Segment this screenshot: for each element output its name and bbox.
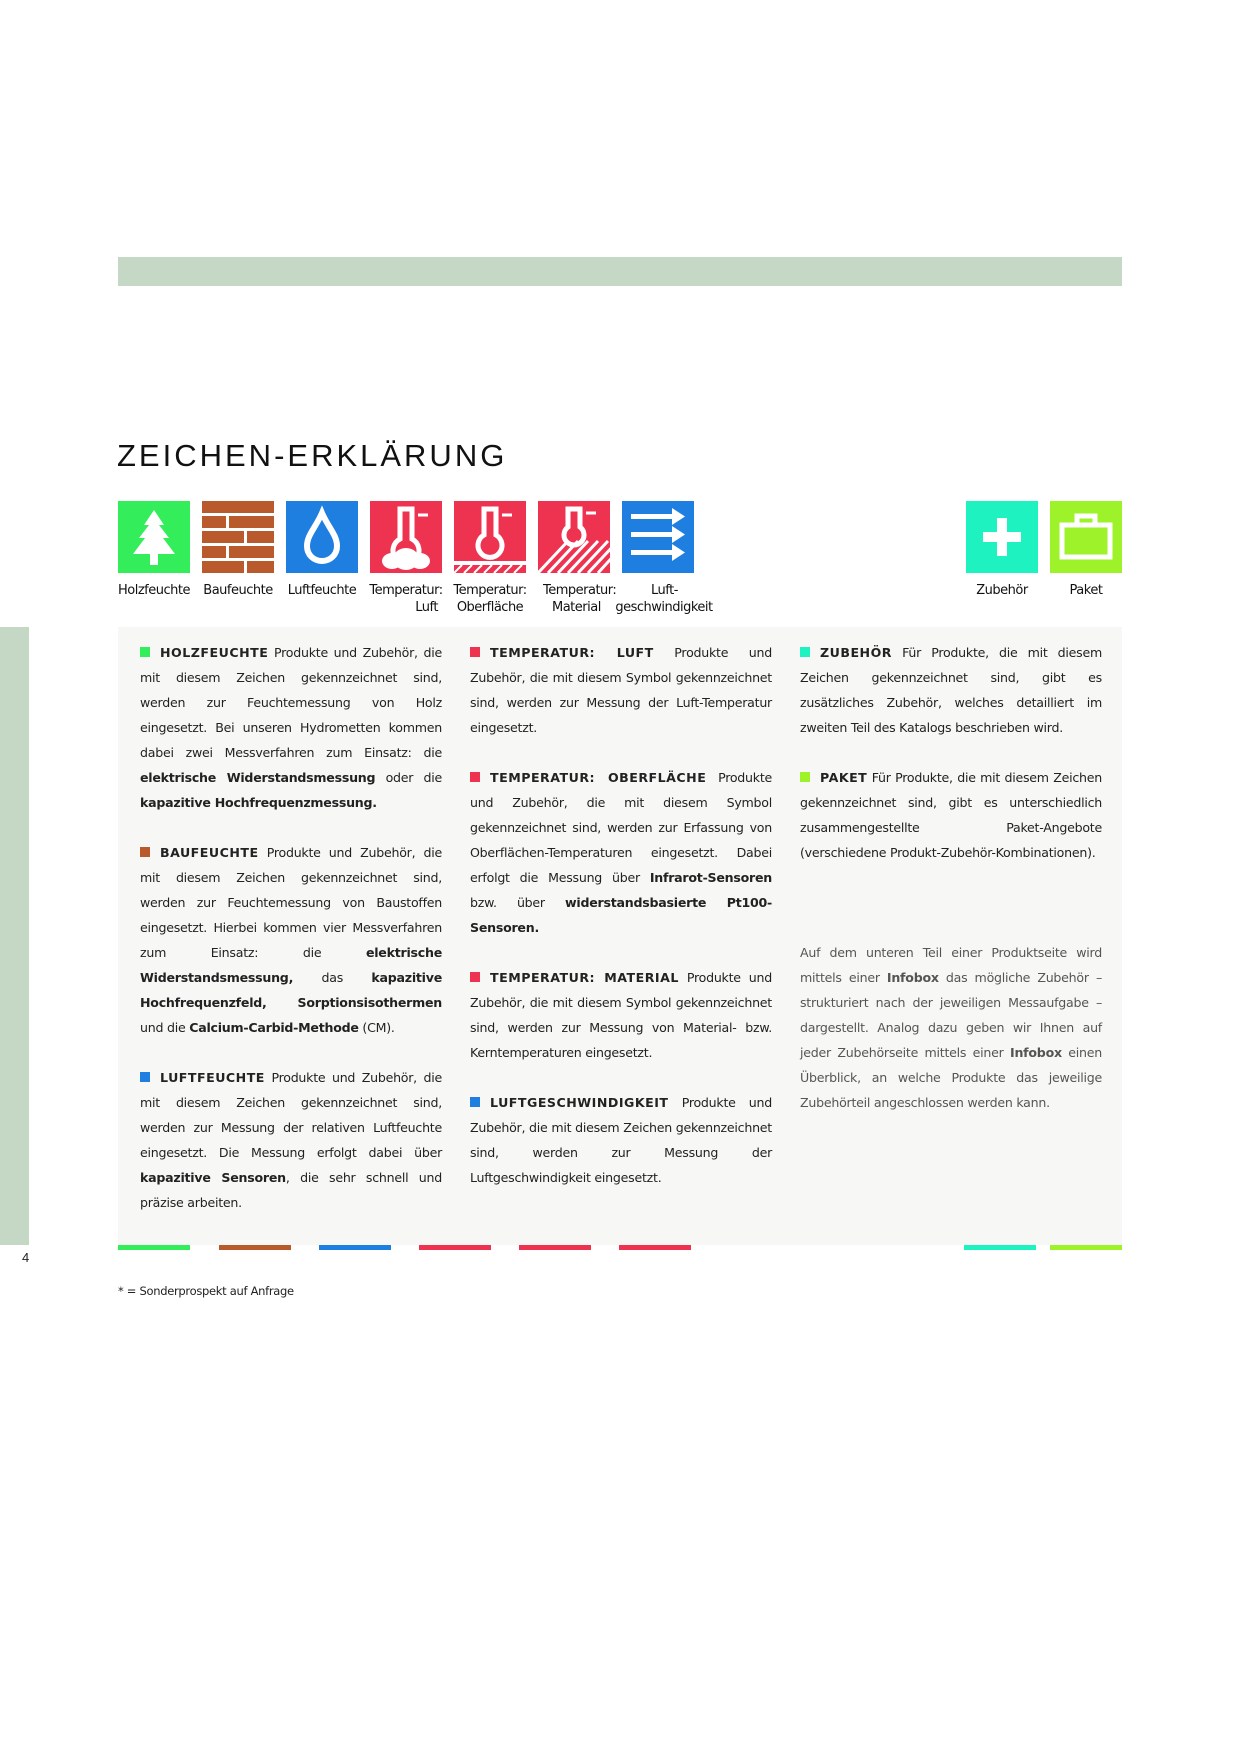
label-line-2: Luft [415, 600, 438, 615]
paket-color-bar [1050, 1245, 1122, 1250]
entry-bold: widerstandsbasierte Pt100-Sensoren. [470, 895, 772, 935]
icon-label-luftgeschwindigkeit [612, 582, 716, 616]
page-title: ZEICHEN-ERKLÄRUNG [117, 438, 508, 473]
entry-baufeuchte [140, 840, 442, 1040]
holzfeuchte-color-bar [118, 1245, 190, 1250]
tree-icon [118, 501, 190, 573]
holzfeuchte-marker [140, 647, 150, 657]
label-line-1: Luft- [651, 583, 678, 598]
entry-luftfeuchte [140, 1065, 442, 1215]
entry-text: Produkte und Zubehör, die mit diesem Symbol gekennzeichnet sind, werden zur Erfassung von Oberflächen-Temperaturen eingesetzt. Dabei erfolgt die Messung über [470, 770, 773, 885]
icon-label-zubehoer: Zubehör [976, 583, 1028, 598]
luftfeuchte-marker [140, 1072, 150, 1082]
entry-text: das [293, 970, 372, 985]
temperatur-luft-color-bar [419, 1245, 491, 1250]
zubehoer-color-bar [964, 1245, 1036, 1250]
icon-label-temperatur-luft [362, 582, 450, 616]
entry-heading: PAKET [820, 770, 868, 785]
entry-bold: kapazitive Sensoren [140, 1170, 286, 1185]
label-line-1: Temperatur: [543, 583, 617, 598]
entry-heading: TEMPERATUR: LUFT [490, 645, 654, 660]
header-accent-bar [118, 257, 1122, 286]
entry-zubehoer [800, 640, 1102, 740]
label-line-1: Temperatur: [369, 583, 443, 598]
entry-temperatur-material [470, 965, 772, 1065]
temperatur-oberflaeche-color-bar [519, 1245, 591, 1250]
baufeuchte-marker [140, 847, 150, 857]
entry-bold: kapazitive Hochfrequenzfeld, Sorptionsisothermen [140, 970, 442, 1010]
entry-bold: elektrische Widerstandsmessung, [140, 945, 442, 985]
icon-label-baufeuchte: Baufeuchte [203, 583, 273, 598]
column-1 [140, 640, 442, 1240]
entry-text: oder die [375, 770, 443, 785]
entry-heading: HOLZFEUCHTE [160, 645, 269, 660]
brick-wall-icon [202, 501, 274, 573]
icon-label-temperatur-material [530, 582, 618, 616]
thermometer-material-icon [538, 501, 610, 573]
entry-holzfeuchte [140, 640, 442, 815]
temperatur-material-color-bar [619, 1245, 691, 1250]
luftfeuchte-color-bar [319, 1245, 391, 1250]
entry-text: Für Produkte, die mit diesem Zeichen gekennzeichnet sind, gibt es unterschiedlich zusammengestellte Paket-Angebote (verschiedene Produkt-Zubehör-Kombinationen). [800, 770, 1102, 860]
thermometer-surface-icon [454, 501, 526, 573]
airflow-arrows-icon [622, 501, 694, 573]
entry-temperatur-oberflaeche [470, 765, 772, 940]
footnote: * = Sonderprospekt auf Anfrage [118, 1284, 294, 1298]
entry-text: Produkte und Zubehör, die mit diesem Symbol gekennzeichnet sind, werden zur Messung von Material- bzw. Kerntemperaturen eingesetzt. [470, 970, 772, 1060]
icon-label-luftfeuchte: Luftfeuchte [287, 583, 357, 598]
zubehoer-marker [800, 647, 810, 657]
label-line-1: Temperatur: [453, 583, 527, 598]
entry-bold: kapazitive Hochfrequenzmessung. [140, 795, 377, 810]
entry-text: Produkte und Zubehör, die mit diesem Zeichen gekennzeichnet sind, werden zur Feuchtemessung von Baustoffen eingesetzt. Hierbei kommen vier Messverfahren zum Einsatz: die [140, 845, 442, 960]
entry-bold: Infrarot-Sensoren [649, 870, 772, 885]
entry-temperatur-luft [470, 640, 772, 740]
entry-heading: LUFTGESCHWINDIGKEIT [490, 1095, 669, 1110]
column-2 [470, 640, 772, 1215]
icon-label-temperatur-oberflaeche [446, 582, 534, 616]
label-line-2: Oberfläche [456, 600, 524, 615]
entry-text: Produkte und Zubehör, die mit diesem Zeichen gekennzeichnet sind, werden zur Messung der Luftgeschwindigkeit eingesetzt. [470, 1095, 772, 1185]
icon-label-paket: Paket [1069, 583, 1103, 598]
left-accent-strip [0, 627, 29, 1245]
label-line-2: geschwindigkeit [615, 600, 713, 615]
entry-text: Produkte und Zubehör, die mit diesem Zeichen gekennzeichnet sind, werden zur Messung der relativen Luftfeuchte eingesetzt. Die Messung erfolgt dabei über [140, 1070, 442, 1160]
temperatur-luft-marker [470, 647, 480, 657]
temperatur-material-marker [470, 972, 480, 982]
icon-label-holzfeuchte: Holzfeuchte [118, 583, 190, 598]
entry-text: , die sehr schnell und präzise arbeiten. [140, 1170, 442, 1210]
entry-bold: Infobox [886, 970, 939, 985]
entry-text: einen Überblick, an welche Produkte das jeweilige Zubehörteil angeschlossen werden kann. [800, 1045, 1102, 1110]
paket-marker [800, 772, 810, 782]
entry-text: das mögliche Zubehör – strukturiert nach der jeweiligen Messaufgabe – dargestellt. Analog dazu geben wir Ihnen auf jeder Zubehörseite mittels einer [800, 970, 1102, 1060]
entry-heading: BAUFEUCHTE [160, 845, 259, 860]
entry-text: Produkte und Zubehör, die mit diesem Symbol gekennzeichnet sind, werden zur Messung der Luft-Temperatur eingesetzt. [470, 645, 772, 735]
column-3 [800, 640, 1102, 1140]
page-number: 4 [22, 1250, 30, 1265]
entry-text: Produkte und Zubehör, die mit diesem Zeichen gekennzeichnet sind, werden zur Feuchtemessung von Holz eingesetzt. Bei unseren Hydrometten kommen dabei zwei Messverfahren zum Einsatz: die [140, 645, 442, 760]
briefcase-icon [1050, 501, 1122, 573]
plus-icon [966, 501, 1038, 573]
baufeuchte-color-bar [219, 1245, 291, 1250]
entry-heading: LUFTFEUCHTE [160, 1070, 265, 1085]
label-line-2: Material [552, 600, 601, 615]
temperatur-oberflaeche-marker [470, 772, 480, 782]
entry-bold: Infobox [1010, 1045, 1062, 1060]
entry-bold: Calcium-Carbid-Methode [189, 1020, 359, 1035]
entry-heading: ZUBEHÖR [820, 645, 893, 660]
infobox-note [800, 940, 1102, 1115]
entry-text: Auf dem unteren Teil einer Produktseite wird mittels einer [800, 945, 1102, 985]
entry-text: (CM). [358, 1020, 395, 1035]
entry-text: und die [140, 1020, 190, 1035]
entry-luftgeschwindigkeit [470, 1090, 772, 1190]
entry-paket [800, 765, 1102, 865]
entry-text: bzw. über [470, 895, 566, 910]
thermometer-cloud-icon [370, 501, 442, 573]
luftgeschwindigkeit-marker [470, 1097, 480, 1107]
entry-heading: TEMPERATUR: MATERIAL [490, 970, 679, 985]
water-drop-icon [286, 501, 358, 573]
entry-heading: TEMPERATUR: OBERFLÄCHE [490, 770, 707, 785]
entry-bold: elektrische Widerstandsmessung [140, 770, 376, 785]
entry-text: Für Produkte, die mit diesem Zeichen gekennzeichnet sind, gibt es zusätzliches Zubehör, welches detailliert im zweiten Teil des Katalogs beschrieben wird. [800, 645, 1102, 735]
